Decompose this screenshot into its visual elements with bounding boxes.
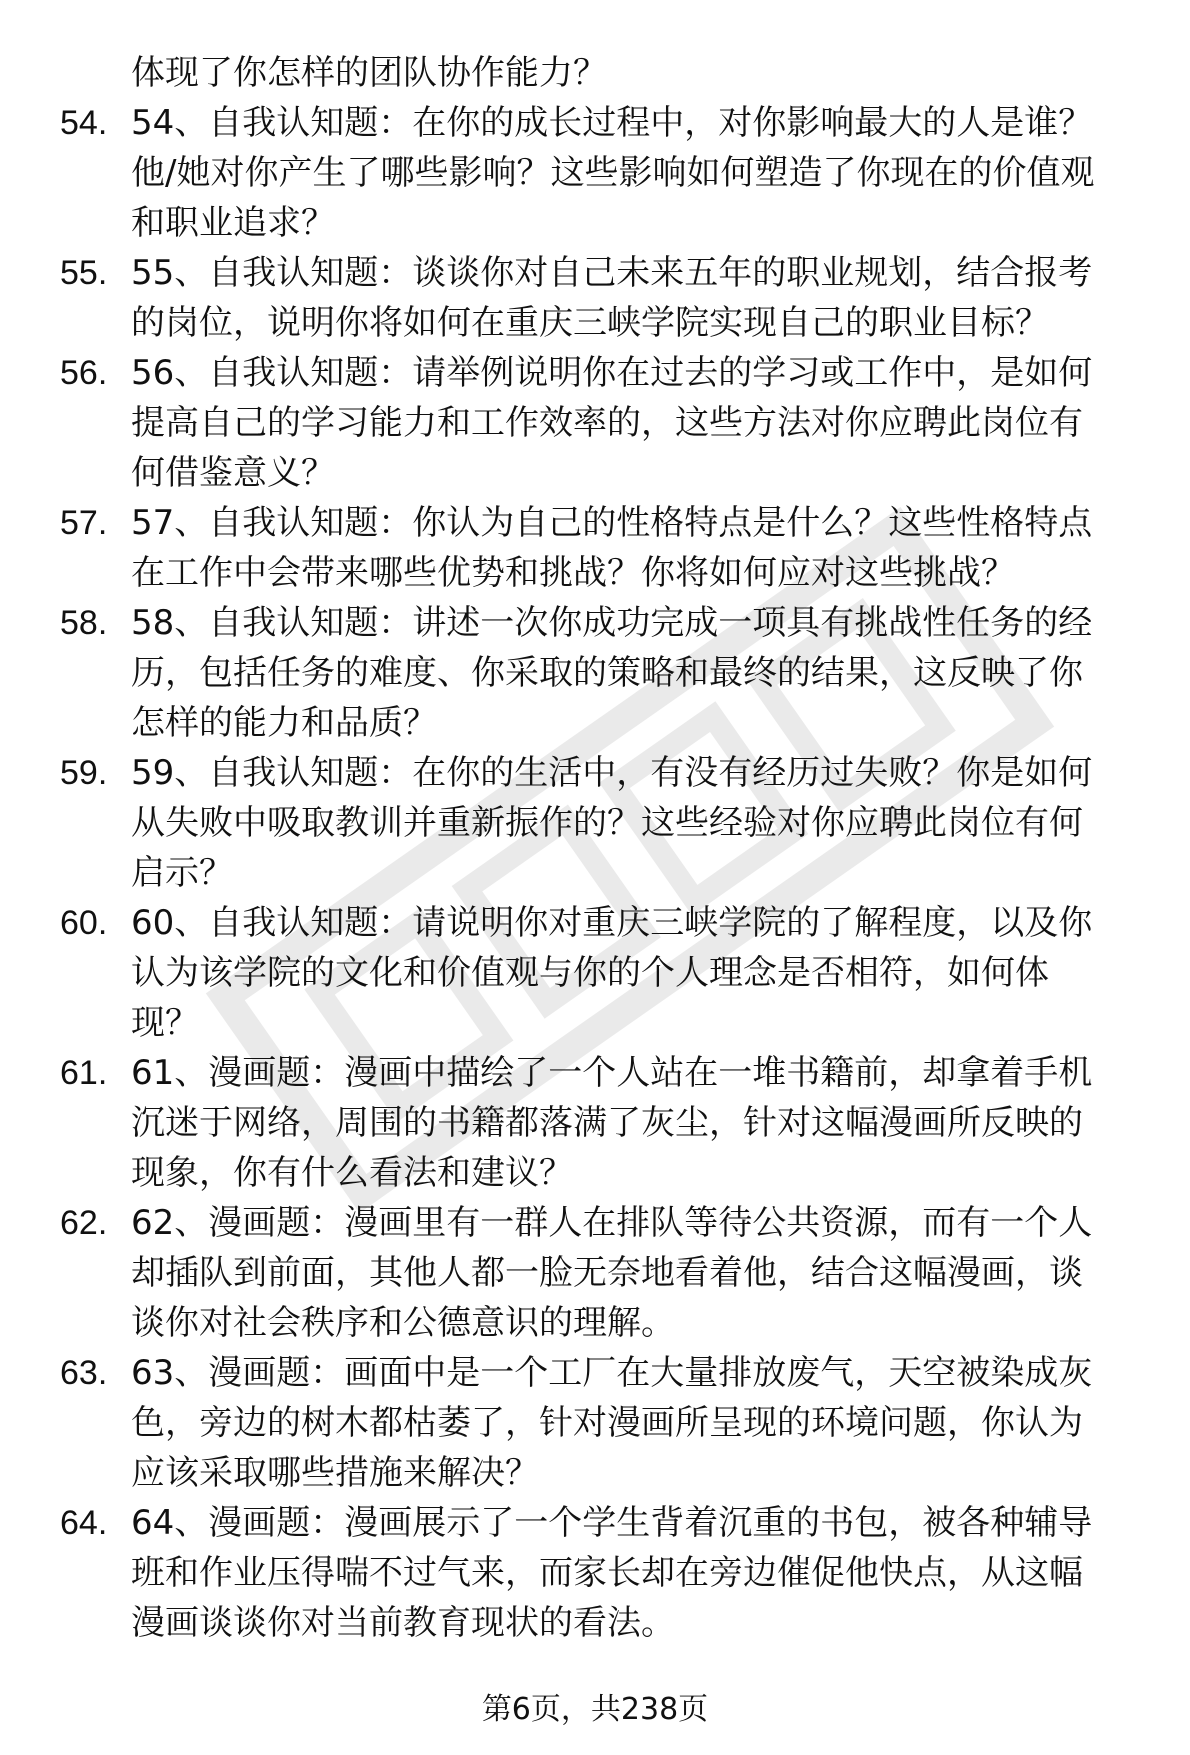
- question-text-line: 的岗位，说明你将如何在重庆三峡学院实现自己的职业目标？: [131, 303, 1049, 343]
- question-text-line: 班和作业压得喘不过气来，而家长却在旁边催促他快点，从这幅: [131, 1553, 1083, 1593]
- question-number: 54.: [60, 104, 108, 142]
- question-text: [131, 348, 1190, 498]
- question-text-line: 怎样的能力和品质？: [131, 703, 437, 743]
- question-text-line: 64、漫画题：漫画展示了一个学生背着沉重的书包，被各种辅导: [131, 1503, 1093, 1543]
- question-text: [131, 1048, 1190, 1198]
- question-text-line: 漫画谈谈你对当前教育现状的看法。: [131, 1603, 675, 1643]
- question-text-line: 色，旁边的树木都枯萎了，针对漫画所呈现的环境问题，你认为: [131, 1403, 1083, 1443]
- question-text-line: 应该采取哪些措施来解决？: [131, 1453, 539, 1493]
- question-text: [131, 748, 1190, 898]
- question-text-line: 启示？: [131, 853, 233, 893]
- question-text: [131, 98, 1190, 248]
- question-number: 63.: [60, 1354, 108, 1392]
- question-number: 58.: [60, 604, 108, 642]
- question-text-line: 59、自我认知题：在你的生活中，有没有经历过失败？你是如何: [131, 753, 1093, 793]
- page-footer: 第6页，共238页: [481, 1692, 709, 1727]
- question-text-line: 他/她对你产生了哪些影响？这些影响如何塑造了你现在的价值观: [131, 153, 1095, 193]
- question-text-line: 却插队到前面，其他人都一脸无奈地看着他，结合这幅漫画，谈: [131, 1253, 1083, 1293]
- question-text-line: 55、自我认知题：谈谈你对自己未来五年的职业规划，结合报考: [131, 253, 1093, 293]
- question-text: [131, 598, 1190, 748]
- question-number: 61.: [60, 1054, 108, 1092]
- question-text: [131, 1348, 1190, 1498]
- question-number: 62.: [60, 1204, 108, 1242]
- question-text-line: 57、自我认知题：你认为自己的性格特点是什么？这些性格特点: [131, 503, 1093, 543]
- question-text: [131, 498, 1190, 598]
- question-text-line: 认为该学院的文化和价值观与你的个人理念是否相符，如何体: [131, 953, 1049, 993]
- question-text-line: 和职业追求？: [131, 203, 335, 243]
- question-text-line: 54、自我认知题：在你的成长过程中，对你影响最大的人是谁？: [131, 103, 1093, 143]
- question-text: [131, 1498, 1190, 1648]
- question-number: 55.: [60, 254, 108, 292]
- question-text-line: 56、自我认知题：请举例说明你在过去的学习或工作中，是如何: [131, 353, 1093, 393]
- continuation-line: 体现了你怎样的团队协作能力？: [131, 53, 607, 93]
- question-text-line: 提高自己的学习能力和工作效率的，这些方法对你应聘此岗位有: [131, 403, 1083, 443]
- question-text-line: 沉迷于网络，周围的书籍都落满了灰尘，针对这幅漫画所反映的: [131, 1103, 1083, 1143]
- question-number: 56.: [60, 354, 108, 392]
- question-text-line: 63、漫画题：画面中是一个工厂在大量排放废气，天空被染成灰: [131, 1353, 1093, 1393]
- question-text: [131, 1198, 1190, 1348]
- question-text-line: 历，包括任务的难度、你采取的策略和最终的结果，这反映了你: [131, 653, 1083, 693]
- question-text-line: 60、自我认知题：请说明你对重庆三峡学院的了解程度，以及你: [131, 903, 1093, 943]
- question-text: [131, 898, 1190, 1048]
- question-text-line: 在工作中会带来哪些优势和挑战？你将如何应对这些挑战？: [131, 553, 1015, 593]
- question-text: [131, 248, 1190, 348]
- question-number: 59.: [60, 754, 108, 792]
- question-text-line: 61、漫画题：漫画中描绘了一个人站在一堆书籍前，却拿着手机: [131, 1053, 1093, 1093]
- question-text-line: 62、漫画题：漫画里有一群人在排队等待公共资源，而有一个人: [131, 1203, 1093, 1243]
- question-text-line: 现象，你有什么看法和建议？: [131, 1153, 573, 1193]
- question-number: 60.: [60, 904, 108, 942]
- question-text-line: 现？: [131, 1003, 199, 1043]
- question-text-line: 何借鉴意义？: [131, 453, 335, 493]
- question-text-line: 谈你对社会秩序和公德意识的理解。: [131, 1303, 675, 1343]
- question-text-line: 从失败中吸取教训并重新振作的？这些经验对你应聘此岗位有何: [131, 803, 1083, 843]
- question-number: 64.: [60, 1504, 108, 1542]
- question-number: 57.: [60, 504, 108, 542]
- question-text-line: 58、自我认知题：讲述一次你成功完成一项具有挑战性任务的经: [131, 603, 1093, 643]
